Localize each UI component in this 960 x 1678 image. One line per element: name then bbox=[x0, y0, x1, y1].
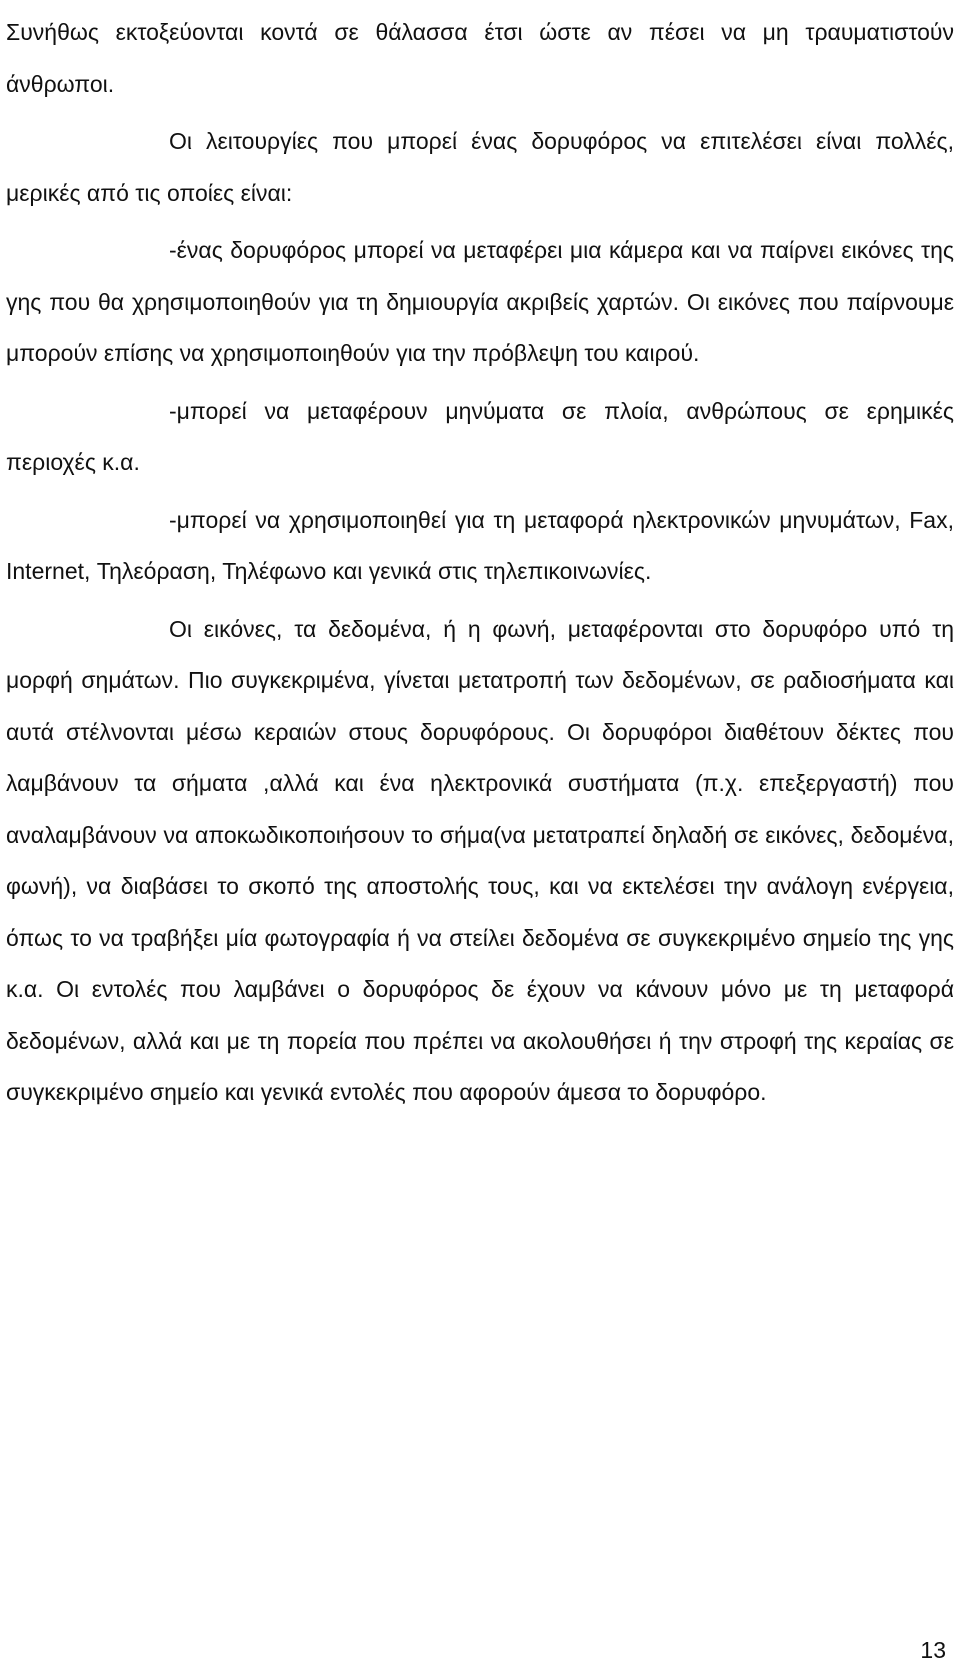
paragraph-messaging: -μπορεί να μεταφέρουν μηνύματα σε πλοία, ανθρώπους σε ερημικές περιοχές κ.α. bbox=[6, 397, 954, 475]
paragraph-telecommunications: -μπορεί να χρησιμοποιηθεί για τη μεταφορά ηλεκτρονικών μηνυμάτων, Fax, Internet, Τηλεόραση, Τηλέφωνο και γενικά στις τηλεπικοινωνίες. bbox=[6, 506, 954, 584]
page-number: 13 bbox=[920, 1637, 946, 1663]
paragraph-camera-imaging: -ένας δορυφόρος μπορεί να μεταφέρει μια κάμερα και να παίρνει εικόνες της γης που θα χρησιμοποιηθούν για τη δημιουργία ακριβείς χαρτών. Οι εικόνες που παίρνουμε μπορούν επίσης να χρησιμοποιηθούν για την πρόβλεψη του καιρού. bbox=[6, 237, 954, 366]
paragraph-functions-intro: Οι λειτουργίες που μπορεί ένας δορυφόρος να επιτελέσει είναι πολλές, μερικές από τις οποίες είναι: bbox=[6, 128, 954, 206]
paragraph-launch-location: Συνήθως εκτοξεύονται κοντά σε θάλασσα έτσι ώστε αν πέσει να μη τραυματιστούν άνθρωποι. bbox=[6, 19, 954, 97]
paragraph-signal-transmission: Οι εικόνες, τα δεδομένα, ή η φωνή, μεταφέρονται στο δορυφόρο υπό τη μορφή σημάτων. Πιο συγκεκριμένα, γίνεται μετατροπή των δεδομένων, σε ραδιοσήματα και αυτά στέλνονται μέσω κεραιών στους δορυφόρους. Οι δορυφόροι διαθέτουν δέκτες που λαμβάνουν τα σήματα ,αλλά και ένα ηλεκτρονικά συστήματα (π.χ. επεξεργαστή) που αναλαμβάνουν να αποκωδικοποιήσουν το σήμα(να μετατραπεί δηλαδή σε εικόνες, δεδομένα, φωνή), να διαβάσει το σκοπό της αποστολής τους, και να εκτελέσει την ανάλογη ενέργεια, όπως το να τραβήξει μία φωτογραφία ή να στείλει δεδομένα σε συγκεκριμένο σημείο της γης κ.α. Οι εντολές που λαμβάνει ο δορυφόρος δε έχουν να κάνουν μόνο με τη μεταφορά δεδομένων, αλλά και με τη πορεία που πρέπει να ακολουθήσει ή την στροφή της κεραίας σε συγκεκριμένο σημείο και γενικά εντολές που αφορούν άμεσα το δορυφόρο. bbox=[6, 615, 954, 1105]
document-body bbox=[6, 7, 954, 1119]
